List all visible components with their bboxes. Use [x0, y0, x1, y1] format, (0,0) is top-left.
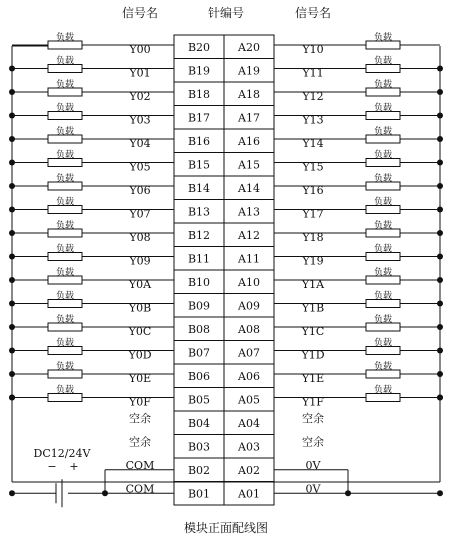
- pin-a01: A01: [238, 487, 260, 501]
- right-bus-junction: [437, 66, 443, 72]
- right-bus-junction: [437, 230, 443, 236]
- pin-b20: B20: [187, 40, 211, 54]
- right-bus-junction: [437, 301, 443, 307]
- right-bus-junction: [437, 183, 443, 189]
- pin-b15: B15: [187, 158, 211, 172]
- right-bus-junction: [437, 277, 443, 283]
- header-pin-number: 针编号: [207, 6, 245, 20]
- resistor-label: 负载: [55, 174, 75, 184]
- right-signal-y13: Y13: [302, 113, 324, 127]
- left-bus-junction: [9, 66, 15, 72]
- power-minus-sign: −: [47, 460, 57, 473]
- left-bus-junction: [9, 207, 15, 213]
- right-bus-junction: [437, 395, 443, 401]
- left-bus-junction: [9, 395, 15, 401]
- right-bus-junction: [437, 207, 443, 213]
- resistor-label: 负载: [373, 80, 393, 90]
- resistor-label: 负载: [55, 150, 75, 161]
- resistor-label: 负载: [373, 362, 393, 372]
- pin-b05: B05: [187, 393, 211, 407]
- pin-b12: B12: [187, 228, 211, 242]
- left-signal-y06: Y06: [129, 184, 151, 197]
- pin-b06: B06: [187, 369, 211, 383]
- resistor-label: 负载: [373, 244, 393, 255]
- left-signal-y05: Y05: [129, 160, 151, 174]
- pin-b07: B07: [187, 346, 211, 360]
- left-bus-junction: [9, 490, 15, 496]
- pin-b04: B04: [187, 416, 211, 430]
- power-source-label: DC12/24V: [33, 447, 91, 460]
- ov-junction: [345, 490, 351, 496]
- pin-b14: B14: [187, 181, 211, 195]
- resistor-label: 负载: [373, 197, 393, 208]
- pin-b16: B16: [187, 134, 211, 148]
- resistor-label: 负载: [55, 56, 75, 67]
- left-signal-y07: Y07: [129, 207, 151, 221]
- resistor-label: 负载: [55, 103, 75, 114]
- pin-b08: B08: [187, 322, 211, 336]
- right-bus-junction: [437, 254, 443, 260]
- pin-b17: B17: [187, 111, 211, 125]
- right-signal-y14: Y14: [302, 137, 324, 150]
- resistor-label: 负载: [55, 338, 75, 349]
- resistor-label: 负载: [373, 291, 393, 302]
- pin-a19: A19: [238, 64, 260, 78]
- right-bus-junction: [437, 89, 443, 95]
- right-bus-junction: [437, 136, 443, 142]
- left-signal-y02: Y02: [129, 90, 151, 103]
- zero-volt-label: 0V: [305, 458, 321, 472]
- right-signal-y15: Y15: [302, 160, 324, 174]
- resistor-label: 负载: [55, 244, 75, 255]
- right-signal-y1c: Y1C: [301, 325, 325, 338]
- left-signal-y08: Y08: [129, 231, 151, 244]
- pin-a09: A09: [238, 299, 260, 313]
- pin-a13: A13: [238, 205, 260, 219]
- pin-a16: A16: [238, 134, 260, 148]
- com-junction: [102, 490, 108, 496]
- right-bus-junction: [437, 348, 443, 354]
- resistor-label: 负载: [373, 174, 393, 184]
- pin-a05: A05: [238, 393, 260, 407]
- left-signal-y0a: Y0A: [128, 278, 152, 291]
- resistor-label: 负载: [55, 221, 75, 231]
- right-signal-y18: Y18: [302, 231, 324, 244]
- left-bus-junction: [9, 183, 15, 189]
- left-bus-junction: [9, 324, 15, 330]
- left-signal-y0f: Y0F: [129, 395, 151, 409]
- resistor-label: 负载: [373, 150, 393, 161]
- pin-b13: B13: [187, 205, 211, 219]
- power-plus-sign: +: [69, 460, 79, 473]
- pin-a15: A15: [238, 158, 260, 172]
- right-signal-y19: Y19: [302, 254, 324, 268]
- right-bus-junction: [437, 113, 443, 119]
- resistor-label: 负载: [373, 103, 393, 114]
- header-left-signal-name: 信号名: [121, 6, 159, 20]
- left-signal-y0b: Y0B: [128, 301, 152, 315]
- pin-b09: B09: [187, 299, 211, 313]
- pin-a12: A12: [238, 228, 260, 242]
- left-signal-y0e: Y0E: [128, 372, 152, 385]
- pin-b02: B02: [187, 463, 211, 477]
- right-signal-y11: Y11: [302, 66, 324, 80]
- resistor-label: 负载: [55, 197, 75, 208]
- right-signal-y17: Y17: [302, 207, 324, 221]
- resistor-label: 负载: [55, 268, 75, 278]
- pin-a10: A10: [238, 275, 260, 289]
- resistor-label: 负载: [55, 291, 75, 302]
- com-label: COM: [125, 482, 155, 496]
- right-signal-y1a: Y1A: [301, 278, 325, 291]
- left-bus-junction: [9, 160, 15, 166]
- pin-a07: A07: [238, 346, 260, 360]
- right-bus-junction: [437, 490, 443, 496]
- left-signal-y03: Y03: [129, 113, 151, 127]
- resistor-label: 负载: [55, 385, 75, 396]
- resistor-label: 负载: [373, 56, 393, 67]
- left-bus-junction: [9, 301, 15, 307]
- left-bus-junction: [9, 371, 15, 377]
- pin-b11: B11: [187, 252, 211, 266]
- spare-label-left: 空余: [129, 411, 151, 425]
- left-bus-junction: [9, 277, 15, 283]
- right-signal-y16: Y16: [302, 184, 324, 197]
- left-signal-y0d: Y0D: [128, 348, 152, 362]
- pin-a18: A18: [238, 87, 260, 101]
- resistor-label: 负载: [55, 127, 75, 137]
- spare-label-right: 空余: [302, 435, 324, 449]
- pin-a08: A08: [238, 322, 260, 336]
- left-bus-junction: [9, 230, 15, 236]
- header-right-signal-name: 信号名: [294, 6, 332, 20]
- left-bus-junction: [9, 136, 15, 142]
- pin-a04: A04: [238, 416, 260, 430]
- pin-a06: A06: [238, 369, 260, 383]
- dc-power-source: [34, 447, 92, 473]
- resistor-label: 负载: [373, 315, 393, 325]
- connector-pins: [174, 35, 274, 505]
- resistor-label: 负载: [55, 33, 75, 43]
- right-signal-y1d: Y1D: [301, 348, 325, 362]
- resistor-label: 负载: [373, 338, 393, 349]
- pin-b18: B18: [187, 87, 211, 101]
- right-bus-junction: [437, 324, 443, 330]
- pin-b19: B19: [187, 64, 211, 78]
- left-signal-y09: Y09: [129, 254, 151, 268]
- pin-b03: B03: [187, 440, 211, 454]
- resistor-label: 负载: [55, 315, 75, 325]
- left-signal-y00: Y00: [129, 43, 151, 56]
- com-label: COM: [125, 458, 155, 472]
- resistor-label: 负载: [373, 221, 393, 231]
- right-signal-y1f: Y1F: [302, 395, 324, 409]
- left-bus-junction: [9, 113, 15, 119]
- right-signal-y12: Y12: [302, 90, 324, 103]
- right-signal-y1e: Y1E: [301, 372, 325, 385]
- pin-a17: A17: [238, 111, 260, 125]
- left-signal-y01: Y01: [129, 66, 151, 80]
- zero-volt-label: 0V: [305, 482, 321, 496]
- left-bus-junction: [9, 254, 15, 260]
- pin-a14: A14: [238, 181, 260, 195]
- left-bus-junction: [9, 89, 15, 95]
- resistor-label: 负载: [373, 33, 393, 43]
- right-bus-junction: [437, 371, 443, 377]
- resistor-label: 负载: [373, 268, 393, 278]
- right-bus-junction: [437, 160, 443, 166]
- resistor-label: 负载: [373, 385, 393, 396]
- right-signal-y10: Y10: [302, 43, 324, 56]
- right-signal-y1b: Y1B: [301, 301, 325, 315]
- left-signal-y04: Y04: [129, 137, 151, 150]
- resistor-label: 负载: [373, 127, 393, 137]
- resistor-label: 负载: [55, 362, 75, 372]
- pin-a20: A20: [238, 40, 260, 54]
- left-signal-y0c: Y0C: [128, 325, 152, 338]
- pin-b10: B10: [187, 275, 211, 289]
- pin-a11: A11: [238, 252, 260, 266]
- resistor-label: 负载: [55, 80, 75, 90]
- left-bus-junction: [9, 348, 15, 354]
- pin-a03: A03: [238, 440, 260, 454]
- pin-a02: A02: [238, 463, 260, 477]
- spare-label-left: 空余: [129, 435, 151, 449]
- spare-label-right: 空余: [302, 411, 324, 425]
- diagram-caption: 模块正面配线图: [183, 521, 269, 535]
- pin-b01: B01: [187, 487, 211, 501]
